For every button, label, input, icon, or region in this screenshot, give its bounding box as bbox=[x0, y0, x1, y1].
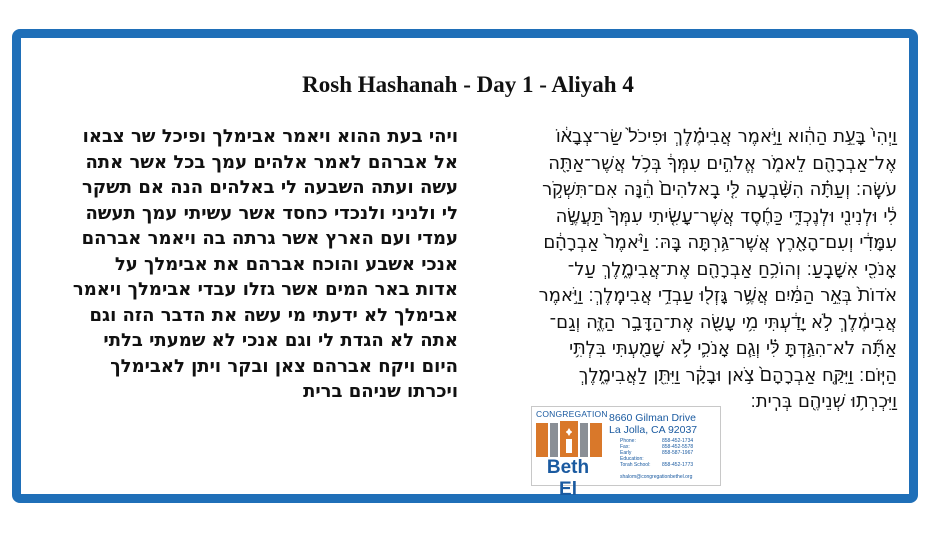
congregation-logo-card bbox=[531, 406, 721, 500]
contact-label: Early Education: bbox=[620, 450, 644, 462]
stam-line: אל אברהם לאמר אלהים עמך בכל אשר אתה bbox=[85, 151, 458, 173]
email-link[interactable]: shalom@congregationbethel.org bbox=[620, 474, 693, 480]
contact-value: 858-452-1734 bbox=[662, 438, 694, 444]
vocalized-line: וַיְהִי֙ בָּעֵ֣ת הַהִ֔וא וַיֹּ֣אמֶר אֲבִימֶ֗לֶךְ וּפִיכֹל֙ שַׂר־צְבָא֔וֹ bbox=[555, 126, 897, 147]
contact-row bbox=[620, 462, 693, 468]
vocalized-line: אֶל־אַבְרָהָ֖ם לֵאמֹ֑ר אֱלֹהִ֣ים עִמְּךָ֔ בְּכֹ֥ל אֲשֶׁר־אַתָּ֖ה bbox=[548, 152, 897, 174]
stam-line: לי ולניני ולנכדי כחסד אשר עשיתי עמך תעשה bbox=[85, 202, 458, 224]
stam-line: אנכי אשבע והוכח אברהם את אבימלך על bbox=[114, 253, 458, 275]
vocalized-line: אֹדוֹת֙ בְּאֵ֣ר הַמַּ֔יִם אֲשֶׁ֥ר גָּזְל֖וּ עַבְדֵ֥י אֲבִימֶֽלֶךְ׃ וַיֹּ֣אמֶר bbox=[538, 285, 897, 306]
contact-value: 858-452-1773 bbox=[662, 462, 694, 468]
logo-congregation-label: CONGREGATION bbox=[536, 409, 608, 419]
vocalized-line: הַיּֽוֹם׃ וַיִּקַּ֤ח אַבְרָהָם֙ צֹ֣אן וּבָקָ֔ר וַיִּתֵּ֖ן לַאֲבִימֶ֑לֶךְ bbox=[578, 364, 897, 386]
contact-value: 858-452-5578 bbox=[662, 444, 694, 450]
stam-line: אבימלך לא ידעתי מי עשה את הדבר הזה וגם bbox=[89, 304, 458, 326]
vocalized-line: אֲבִימֶ֔לֶךְ לֹ֣א יָדַ֔עְתִּי מִ֥י עָשָׂ֖ה אֶת־הַדָּבָ֣ר הַזֶּ֑ה וְגַם־ bbox=[549, 311, 897, 333]
vocalized-line: אַתָּ֞ה לֹא־הִגַּ֣דְתָּ לִּ֗י וְגַ֧ם אָנֹכִ֛י לֹ֥א שָׁמַ֖עְתִּי בִּלְתִּ֥י bbox=[569, 338, 897, 359]
vocalized-line: לִ֔י וּלְנִינִ֖י וּלְנֶכְדִּ֑י כַּחֶ֜סֶד אֲשֶׁר־עָשִׂ֤יתִי עִמְּךָ֙ תַּעֲשֶׂ֣ה bbox=[555, 205, 897, 227]
vocalized-line: אָנֹכִ֖י אִשָּׁבֵֽעַ׃ וְהוֹכִ֥חַ אַבְרָהָ֖ם אֶת־אֲבִימֶ֑לֶךְ עַל־ bbox=[567, 258, 897, 280]
stam-line: אדות באר המים אשר גזלו עבדי אבימלך ויאמר bbox=[72, 279, 458, 300]
contact-value: 858-587-1967 bbox=[662, 450, 694, 456]
page-title: Rosh Hashanah - Day 1 - Aliyah 4 bbox=[302, 72, 634, 97]
stam-line: עשה ועתה השבעה לי באלהים הנה אם תשקר bbox=[82, 177, 458, 198]
contact-label: Fax: bbox=[620, 444, 630, 450]
stam-text-column bbox=[46, 124, 458, 405]
stam-line: עמדי ועם הארץ אשר גרתה בה ויאמר אברהם bbox=[81, 228, 458, 249]
contact-label: Torah School: bbox=[620, 462, 651, 468]
vocalized-line: וַיִּכְרְת֥וּ שְׁנֵיהֶ֖ם בְּרִֽית׃ bbox=[750, 391, 897, 412]
stam-line: ויהי בעת ההוא ויאמר אבימלך ופיכל שר צבאו bbox=[82, 126, 458, 147]
stam-line: היום ויקח אברהם צאן ובקר ויתן לאבימלך bbox=[110, 355, 458, 377]
stam-line: אתה לא הגדת לי וגם אנכי לא שמעתי בלתי bbox=[103, 330, 458, 351]
stam-line: ויכרתו שניהם ברית bbox=[303, 381, 458, 402]
address-line-1: 8660 Gilman Drive bbox=[609, 412, 696, 424]
contact-row bbox=[620, 450, 693, 462]
vocalized-line: עֹשֶֽׂה׃ וְעַתָּ֗ה הִשָּׁ֨בְעָה לִּ֤י בֵֽאלֹהִים֙ הֵ֔נָּה אִם־תִּשְׁקֹ֣ר bbox=[542, 179, 897, 200]
vocalized-text-column bbox=[472, 124, 897, 416]
contact-label: Phone: bbox=[620, 438, 636, 444]
contact-list bbox=[620, 438, 693, 468]
vocalized-line: עִמָּדִ֔י וְעִם־הָאָ֖רֶץ אֲשֶׁר־גַּ֥רְתָּה בָּֽהּ׃ וַיֹּ֨אמֶר֙ אַבְרָהָ֔ם bbox=[543, 232, 897, 253]
logo-beth-el-name: Beth El bbox=[546, 457, 590, 500]
building-logo-icon bbox=[536, 421, 602, 457]
address-line-2: La Jolla, CA 92037 bbox=[609, 424, 698, 436]
